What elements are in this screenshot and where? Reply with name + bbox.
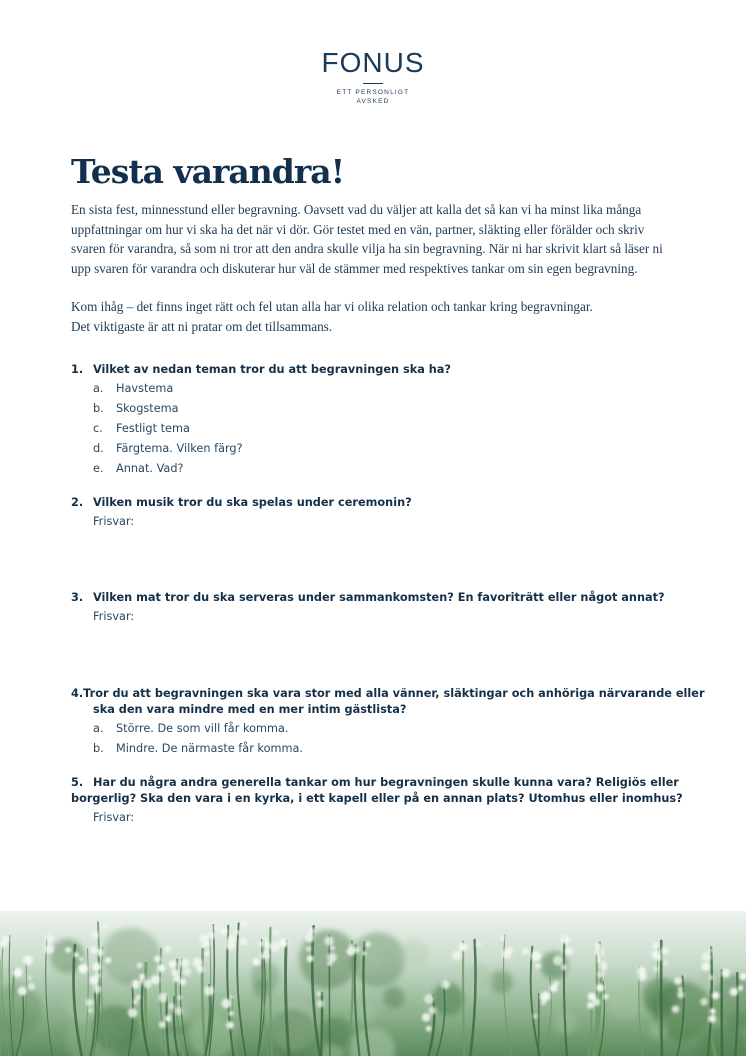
option-text: Skogstema bbox=[116, 402, 179, 415]
answer-option-d[interactable] bbox=[93, 439, 681, 459]
meadow-photo bbox=[0, 911, 746, 1056]
option-letter: b. bbox=[93, 402, 104, 415]
question-text: Tror du att begravningen ska vara stor med alla vänner, släktingar och anhöriga närvarande eller bbox=[83, 687, 705, 700]
question-number: 1. bbox=[71, 363, 84, 376]
question-text: Vilken mat tror du ska serveras under sammankomsten? En favoriträtt eller något annat? bbox=[93, 591, 665, 604]
answer-option-c[interactable] bbox=[93, 419, 681, 439]
question-2 bbox=[71, 495, 681, 532]
question-text: Har du några andra generella tankar om hur begravningen skulle kunna vara? Religiös eller bbox=[93, 776, 679, 789]
question-text: Vilken musik tror du ska spelas under ceremonin? bbox=[93, 496, 412, 509]
option-text: Havstema bbox=[116, 382, 174, 395]
meadow-illustration bbox=[0, 911, 746, 1056]
answer-option-b[interactable] bbox=[93, 739, 681, 759]
option-letter: a. bbox=[93, 722, 104, 735]
question-number: 2. bbox=[71, 496, 84, 509]
free-answer-field[interactable]: Frisvar: bbox=[93, 610, 135, 623]
answer-option-b[interactable] bbox=[93, 399, 681, 419]
free-answer-field[interactable]: Frisvar: bbox=[93, 515, 135, 528]
answer-option-a[interactable] bbox=[93, 719, 681, 739]
intro-line: uppfattningar om hur vi ska ha det när vi dör. Gör testet med en vän, partner, släkting eller förälder och skriv bbox=[71, 221, 645, 237]
reminder-line: Kom ihåg – det finns inget rätt och fel utan alla har vi olika relation och tankar kring begravningar. bbox=[71, 299, 593, 314]
question-text-continued: ska den vara mindre med en mer intim gästlista? bbox=[93, 703, 407, 716]
page-title: Testa varandra! bbox=[71, 152, 345, 191]
option-letter: a. bbox=[93, 382, 104, 395]
question-text: Vilket av nedan teman tror du att begravningen ska ha? bbox=[93, 363, 451, 376]
option-text: Färgtema. Vilken färg? bbox=[116, 442, 243, 455]
logo-tagline-1: ETT PERSONLIGT bbox=[336, 89, 410, 96]
logo-divider bbox=[363, 83, 383, 84]
reminder-line: Det viktigaste är att ni pratar om det tillsammans. bbox=[71, 318, 333, 334]
intro-line: En sista fest, minnesstund eller begravning. Oavsett vad du väljer att kalla det så kan vi ha minst lika många bbox=[71, 202, 642, 217]
question-number: 5. bbox=[71, 776, 84, 789]
free-answer-field[interactable]: Frisvar: bbox=[93, 811, 135, 824]
answer-option-a[interactable] bbox=[93, 379, 681, 399]
option-text: Mindre. De närmaste får komma. bbox=[116, 742, 304, 755]
option-letter: d. bbox=[93, 442, 104, 455]
intro-line: upp svaren för varandra och diskuterar hur väl de stämmer med respektives tankar om sin egen begravning. bbox=[71, 260, 638, 276]
question-text-continued: borgerlig? Ska den vara i en kyrka, i ett kapell eller på en annan plats? Utomhus eller inomhus? bbox=[71, 792, 683, 805]
logo-wordmark: FONUS bbox=[321, 47, 425, 78]
question-number: 3. bbox=[71, 591, 84, 604]
option-letter: b. bbox=[93, 742, 104, 755]
question-5 bbox=[71, 775, 681, 828]
intro-line: svaren för varandra, så som ni tror att den andra skulle vilja ha sin begravning. När ni har skrivit klart så läser ni bbox=[71, 241, 663, 256]
question-number: 4. bbox=[71, 687, 84, 700]
question-4 bbox=[71, 686, 705, 759]
fonus-logo bbox=[0, 46, 746, 106]
option-letter: e. bbox=[93, 462, 104, 475]
logo-tagline-2: AVSKED bbox=[356, 97, 390, 105]
intro-text bbox=[71, 200, 671, 336]
answer-option-e[interactable] bbox=[93, 459, 681, 479]
option-text: Större. De som vill får komma. bbox=[116, 722, 289, 735]
question-1 bbox=[71, 362, 681, 479]
option-letter: c. bbox=[93, 422, 103, 435]
option-text: Annat. Vad? bbox=[116, 462, 184, 475]
question-3 bbox=[71, 590, 681, 627]
option-text: Festligt tema bbox=[116, 422, 190, 435]
